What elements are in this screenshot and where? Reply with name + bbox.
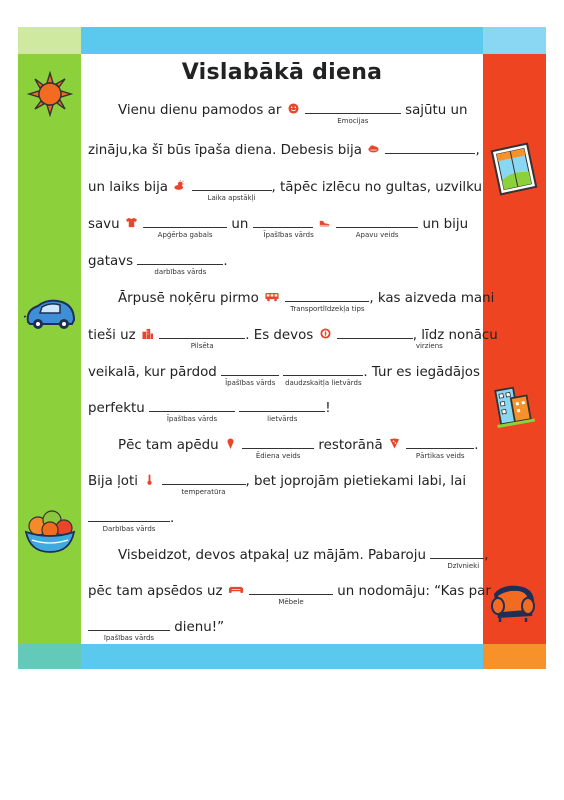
blank-adjective[interactable]: Īpašības vārds bbox=[253, 214, 313, 228]
story-line: Ārpusē noķēru pirmo Transportlīdzekļa tips , kas aizveda mani bbox=[88, 288, 506, 308]
blank-weather[interactable]: Laika apstākļi bbox=[192, 177, 272, 191]
blank-food-type[interactable]: Ēdiena veids bbox=[242, 435, 314, 449]
building-icon bbox=[490, 382, 536, 428]
city-icon bbox=[142, 328, 153, 339]
frame-top-left bbox=[18, 27, 81, 54]
story-line: savu Apģērba gabals un Īpašības vārds Apavu veids un biju bbox=[88, 214, 476, 234]
blank-shoe-type[interactable]: Apavu veids bbox=[336, 214, 418, 228]
car-icon bbox=[24, 294, 78, 334]
blank-direction[interactable]: virziens bbox=[337, 325, 413, 339]
blank-adjective-4[interactable]: īpašības vārds bbox=[88, 617, 170, 631]
frame-top bbox=[81, 27, 483, 54]
frame-bottom-right bbox=[483, 644, 546, 669]
ice-cream-icon bbox=[225, 438, 236, 449]
story-line: un laiks bija Laika apstākļi , tāpēc izlēcu no gultas, uzvilku bbox=[88, 177, 476, 197]
pizza-icon bbox=[389, 438, 400, 449]
story-line: pēc tam apsēdos uz Mēbele un nodomāju: “Kas par bbox=[88, 581, 476, 601]
story-line: Bija ļoti temperatūra , bet joprojām pietiekami labi, lai bbox=[88, 471, 476, 491]
frame-bottom bbox=[81, 644, 483, 669]
sun-cloud-icon bbox=[174, 180, 185, 191]
blank-animals[interactable]: Dzīvnieki bbox=[430, 545, 484, 559]
shoe-icon bbox=[319, 217, 330, 228]
bus-icon bbox=[265, 291, 279, 302]
thermometer-icon bbox=[144, 474, 155, 485]
blank-color[interactable] bbox=[385, 140, 475, 154]
window-icon bbox=[490, 142, 538, 196]
blank-plural-noun[interactable]: daudzskaitļa lietvārds bbox=[283, 362, 363, 376]
blank-temperature[interactable]: temperatūra bbox=[162, 471, 246, 485]
cloud-icon bbox=[368, 143, 379, 154]
blank-furniture[interactable]: Mēbele bbox=[249, 581, 333, 595]
blank-city[interactable]: Pilsēta bbox=[159, 325, 245, 339]
sun-icon bbox=[26, 70, 74, 118]
story-line: perfektu Īpašības vārds lietvārds ! bbox=[88, 398, 476, 418]
shirt-icon bbox=[126, 217, 137, 228]
blank-verb-2[interactable]: Darbības vārds bbox=[88, 508, 170, 522]
story-line: Pēc tam apēdu Ēdiena veids restorānā Pārtikas veids . bbox=[88, 435, 506, 455]
blank-verb[interactable]: darbības vārds bbox=[137, 251, 223, 265]
frame-bottom-left bbox=[18, 644, 81, 669]
sofa-icon bbox=[229, 584, 243, 595]
story-line: Vienu dienu pamodos ar Emocijas sajūtu un bbox=[88, 100, 506, 120]
compass-icon bbox=[320, 328, 331, 339]
frame-top-right bbox=[483, 27, 546, 54]
story-line: veikalā, kur pārdod Īpašības vārds daudzskaitļa lietvārds . Tur es iegādājos bbox=[88, 362, 476, 382]
blank-adjective-2[interactable]: Īpašības vārds bbox=[221, 362, 279, 376]
blank-adjective-3[interactable]: Īpašības vārds bbox=[149, 398, 235, 412]
fruit-bowl-icon bbox=[22, 506, 78, 556]
story-line: Visbeidzot, devos atpakaļ uz mājām. Pabaroju Dzīvnieki , bbox=[88, 545, 506, 565]
page-title: Vislabākā diena bbox=[181, 60, 383, 85]
blank-noun[interactable]: lietvārds bbox=[239, 398, 325, 412]
story-line: tieši uz Pilsēta . Es devos virziens , līdz nonācu bbox=[88, 325, 476, 345]
story-line: īpašības vārds dienu!” bbox=[88, 617, 476, 637]
blank-product-type[interactable]: Pārtikas veids bbox=[406, 435, 474, 449]
smile-icon bbox=[288, 103, 299, 114]
blank-clothing[interactable]: Apģērba gabals bbox=[143, 214, 227, 228]
blank-emotion[interactable]: Emocijas bbox=[305, 100, 401, 114]
story-line: gatavs darbības vārds . bbox=[88, 251, 476, 271]
story-line: zināju,ka šī būs īpaša diena. Debesis bija , bbox=[88, 140, 476, 160]
story-line: Darbības vārds . bbox=[88, 508, 476, 528]
blank-transport[interactable]: Transportlīdzekļa tips bbox=[285, 288, 369, 302]
armchair-icon bbox=[488, 582, 540, 626]
